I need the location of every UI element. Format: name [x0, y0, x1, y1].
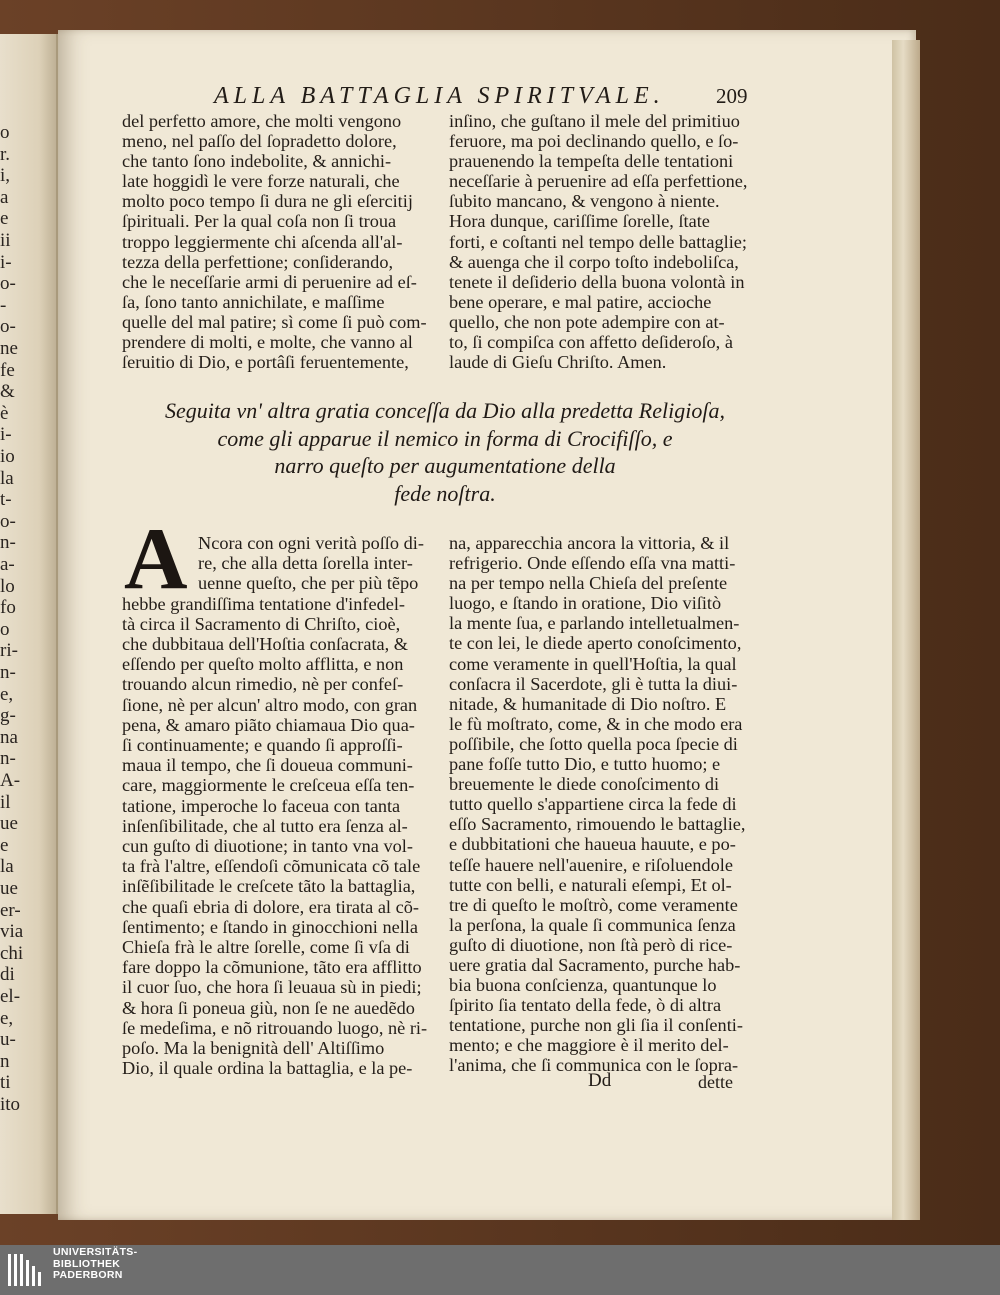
- text-line: poſo. Ma la benignità dell' Altiſſimo: [122, 1038, 385, 1059]
- text-line: tutte con belli, e naturali eſempi, Et ol-: [449, 874, 732, 895]
- library-footer-bar: [0, 1245, 1000, 1295]
- left-page-fragment: e: [0, 208, 9, 230]
- text-line: breuemente le diede conoſcimento di: [449, 774, 720, 795]
- left-page-fragment: via: [0, 921, 24, 943]
- page-number: 209: [716, 84, 748, 108]
- left-page-fragment: e: [0, 834, 9, 856]
- text-line: tentatione, purche non gli ſia il conſenti-: [449, 1015, 743, 1036]
- left-page-fragment: &: [0, 381, 15, 403]
- text-line: cun guſto di diuotione; in tanto vna vol-: [122, 836, 413, 857]
- left-page-fragment: ri-: [0, 640, 18, 662]
- text-line: & auenga che il corpo toſto indeboliſca,: [449, 251, 739, 272]
- text-line: ſpirito ſia tentato della fede, ò di altra: [449, 995, 722, 1016]
- left-page-fragment: fo: [0, 597, 16, 619]
- text-line: ſione, nè per alcun' altro modo, con gran: [122, 694, 418, 715]
- drop-cap: A: [124, 511, 188, 608]
- text-line: & hora ſi poneua giù, non ſe ne auedẽdo: [122, 997, 415, 1018]
- left-page-fragment: A-: [0, 770, 21, 791]
- heading-line: fede noſtra.: [394, 480, 496, 506]
- text-line: mento; e che maggiore è il merito del-: [449, 1035, 729, 1056]
- left-page-fragment: di: [0, 964, 15, 986]
- page-stack-edge: [892, 40, 920, 1220]
- text-line: maua il tempo, che ſi doueua communi-: [122, 755, 413, 776]
- logo-line: BIBLIOTHEK: [53, 1257, 121, 1270]
- left-page-fragment: è: [0, 402, 9, 424]
- text-line: uere gratia dal Sacramento, purche hab-: [449, 954, 741, 975]
- text-line: ſa, ſono tanto annichilate, e maſſime: [122, 291, 385, 312]
- left-page-fragment: t-: [0, 489, 12, 511]
- left-page-fragment: a-: [0, 554, 15, 575]
- text-line: ſi continuamente; e quando ſi approſſi-: [122, 735, 403, 756]
- left-page-fragment: lo: [0, 575, 15, 597]
- text-line: te con lei, le diede aperto conoſcimento,: [449, 633, 742, 654]
- logo-line: PADERBORN: [53, 1269, 123, 1281]
- text-line: care, maggiormente le creſceua eſſa ten-: [122, 775, 415, 796]
- chapter-heading: [110, 397, 780, 507]
- text-line: conſacra il Sacerdote, gli è tutta la diui-: [449, 673, 738, 694]
- text-line: quello, che non pote adempire con at-: [449, 311, 725, 332]
- text-line: nitade, & humanitade di Dio noſtro. E: [449, 693, 727, 714]
- left-page-fragment: ito: [0, 1094, 21, 1115]
- text-line: tutto quello s'appartiene circa la fede di: [449, 794, 737, 815]
- text-line: feruore, ma poi declinando quello, e ſo-: [449, 131, 739, 152]
- left-page-fragment: fe: [0, 359, 15, 381]
- text-line: ſubito mancano, & vengono à niente.: [449, 191, 720, 212]
- left-page-fragment: ne: [0, 338, 18, 359]
- text-line: Dio, il quale ordina la battaglia, e la pe-: [122, 1058, 413, 1079]
- text-line: troppo leggiermente chi aſcenda all'al-: [122, 231, 403, 252]
- text-line: poſſibile, che ſotto quella poca ſpecie di: [449, 733, 738, 754]
- library-logo-text: [53, 1247, 137, 1282]
- left-page-fragment: i,: [0, 165, 11, 187]
- signature-mark: Dd: [588, 1070, 612, 1091]
- text-line: bene operare, e mal patire, accioche: [449, 291, 712, 312]
- text-line: ſentimento; e ſtando in ginocchioni nella: [122, 916, 418, 937]
- text-line: tre di queſto le moſtrò, come veramente: [449, 894, 738, 915]
- text-line: inſenſibilitade, che al tutto era ſenza al-: [122, 815, 408, 836]
- text-line: eſſendo per queſto molto afflitta, e non: [122, 654, 404, 675]
- text-line: le fù moſtrato, come, & in che modo era: [449, 713, 743, 734]
- text-line: Ncora con ogni verità poſſo di-: [198, 533, 424, 553]
- left-page-fragment: n-: [0, 748, 16, 770]
- text-line: ta frà l'altre, eſſendoſi cõmunicata cõ tale: [122, 856, 421, 877]
- text-line: tatione, imperoche lo faceua con tanta: [122, 795, 401, 816]
- left-page-fragment: el-: [0, 986, 21, 1007]
- left-page-fragment: g-: [0, 705, 16, 727]
- text-line: trouando alcun rimedio, nè per confeſ-: [122, 674, 404, 695]
- text-line: che quaſi ebria di dolore, era tirata al cõ-: [122, 896, 419, 917]
- text-line: neceſſarie à peruenire ad eſſa perfettione,: [449, 171, 748, 192]
- text-line: uenne queſto, che per più tẽpo: [198, 573, 419, 594]
- left-page-fragment: la: [0, 856, 14, 878]
- text-line: ſpirituali. Per la qual coſa non ſi troua: [122, 211, 397, 232]
- left-page-fragment: la: [0, 467, 14, 489]
- text-line: hebbe grandiſſima tentatione d'infedel-: [122, 593, 405, 614]
- text-line: na, apparecchia ancora la vittoria, & il: [449, 533, 730, 553]
- left-page-fragment: n-: [0, 532, 16, 554]
- top-right-column: [449, 111, 769, 372]
- left-page-fragment: u-: [0, 1029, 16, 1051]
- heading-line: Seguita vn' altra gratia conceſſa da Dio alla predetta Religioſa,: [165, 398, 725, 423]
- text-line: l'anima, che ſi communica con le ſopra-: [449, 1055, 739, 1076]
- left-page-fragment: ue: [0, 878, 18, 899]
- heading-line: narro queſto per augumentatione della: [274, 453, 616, 478]
- text-line: che dubbitaua dell'Hoſtia conſacrata, &: [122, 634, 409, 655]
- text-line: come veramente in quell'Hoſtia, la qual: [449, 653, 737, 674]
- text-line: guſto di diuotione, non ſtà però di rice-: [449, 934, 733, 955]
- catchword: dette: [698, 1072, 733, 1092]
- text-line: pena, & amaro piãto chiamaua Dio qua-: [122, 714, 415, 735]
- left-page-fragment: a: [0, 186, 9, 208]
- left-page-fragment: il: [0, 791, 11, 813]
- left-page-fragment: o: [0, 122, 10, 143]
- left-page-fragment: ue: [0, 813, 18, 835]
- left-page-edge: [0, 34, 58, 1214]
- text-line: na per tempo nella Chieſa del preſente: [449, 573, 728, 594]
- left-page-fragment: n: [0, 1050, 10, 1072]
- left-page-fragment: i-: [0, 424, 12, 446]
- left-page-fragment: ii: [0, 230, 11, 251]
- left-page-fragment: i-: [0, 251, 12, 273]
- text-line: tenete il deſiderio della buona volontà in: [449, 271, 745, 292]
- heading-line: come gli apparue il nemico in forma di Crocifiſſo, e: [217, 425, 673, 451]
- text-line: pane foſſe tutto Dio, e tutto huomo; e: [449, 754, 721, 775]
- library-logo-icon: [6, 1250, 46, 1290]
- text-line: fare doppo la cõmunione, tãto era afflitto: [122, 957, 422, 978]
- text-line: Hora dunque, cariſſime ſorelle, ſtate: [449, 211, 710, 232]
- bottom-left-column: [122, 533, 442, 1078]
- left-page-fragment: o-: [0, 316, 16, 338]
- left-page-fragment: ti: [0, 1072, 11, 1094]
- left-page-fragment: o: [0, 618, 10, 640]
- text-line: teſſe hauere nell'auenire, e riſoluendole: [449, 854, 733, 875]
- text-line: il cuor ſuo, che hora ſi leuaua sù in piedi;: [122, 977, 422, 998]
- text-line: eſſo Sacramento, rimouendo le battaglie,: [449, 814, 746, 835]
- text-line: inſẽſibilitade le creſcete tãto la battaglia,: [122, 876, 416, 897]
- text-line: del perfetto amore, che molti vengono: [122, 111, 402, 131]
- left-page-fragment: r.: [0, 143, 11, 165]
- logo-line: UNIVERSITÄTS-: [53, 1246, 138, 1258]
- text-line: ſe medeſima, e nõ ritrouando luogo, nè ri-: [122, 1017, 428, 1038]
- left-page-fragment: er-: [0, 899, 21, 921]
- bottom-right-column: [449, 533, 769, 1076]
- left-page-fragment: e,: [0, 1007, 14, 1029]
- running-head: ALLA BATTAGLIA SPIRITVALE.: [214, 83, 665, 109]
- text-line: laude di Gieſu Chriſto. Amen.: [449, 352, 667, 373]
- text-line: to, ſi compiſca con affetto deſideroſo, à: [449, 332, 733, 353]
- left-page-fragment: io: [0, 446, 15, 467]
- text-line: che le neceſſarie armi di peruenire ad eſ-: [122, 271, 417, 292]
- text-line: quelle del mal patire; sì come ſi può com-: [122, 311, 427, 332]
- left-page-fragment: n-: [0, 662, 16, 683]
- text-line: prendere di molti, e molte, che vanno al: [122, 332, 413, 353]
- text-line: inſino, che guſtano il mele del primitiuo: [449, 111, 740, 131]
- text-line: tezza della perfettione; conſiderando,: [122, 251, 394, 272]
- text-line: bia buona conſcienza, quantunque lo: [449, 975, 717, 996]
- left-page-fragment: na: [0, 726, 18, 748]
- text-line: meno, nel paſſo del ſopradetto dolore,: [122, 131, 397, 152]
- text-line: molto poco tempo ſi dura ne gli eſercitij: [122, 191, 413, 212]
- text-line: prauenendo la tempeſta delle tentationi: [449, 151, 734, 172]
- text-line: la perſona, la quale ſi communica ſenza: [449, 914, 736, 935]
- text-line: re, che alla detta ſorella inter-: [198, 553, 413, 574]
- top-left-column: [122, 111, 442, 372]
- text-line: che tanto ſono indebolite, & annichi-: [122, 151, 392, 172]
- left-page-fragment: o-: [0, 273, 16, 295]
- text-line: tà circa il Sacramento di Chriſto, cioè,: [122, 613, 401, 634]
- text-line: late hoggidì le vere forze naturali, che: [122, 171, 400, 192]
- text-line: la mente ſua, e parlando intelletualmen-: [449, 613, 740, 634]
- text-line: ſeruitio di Dio, e portâſi feruentemente,: [122, 352, 409, 373]
- text-line: Chieſa frà le altre ſorelle, come ſi vſa di: [122, 937, 410, 958]
- left-page-fragment: chi: [0, 942, 24, 964]
- left-page-fragment: -: [0, 294, 7, 316]
- left-page-fragment: o-: [0, 510, 16, 532]
- text-line: forti, e coſtanti nel tempo delle battaglie;: [449, 231, 747, 252]
- text-line: luogo, e ſtando in oratione, Dio viſitò: [449, 593, 722, 614]
- left-page-fragment: e,: [0, 683, 14, 705]
- text-line: refrigerio. Onde eſſendo eſſa vna matti-: [449, 553, 736, 574]
- text-line: e dubbitationi che haueua hauute, e po-: [449, 834, 736, 855]
